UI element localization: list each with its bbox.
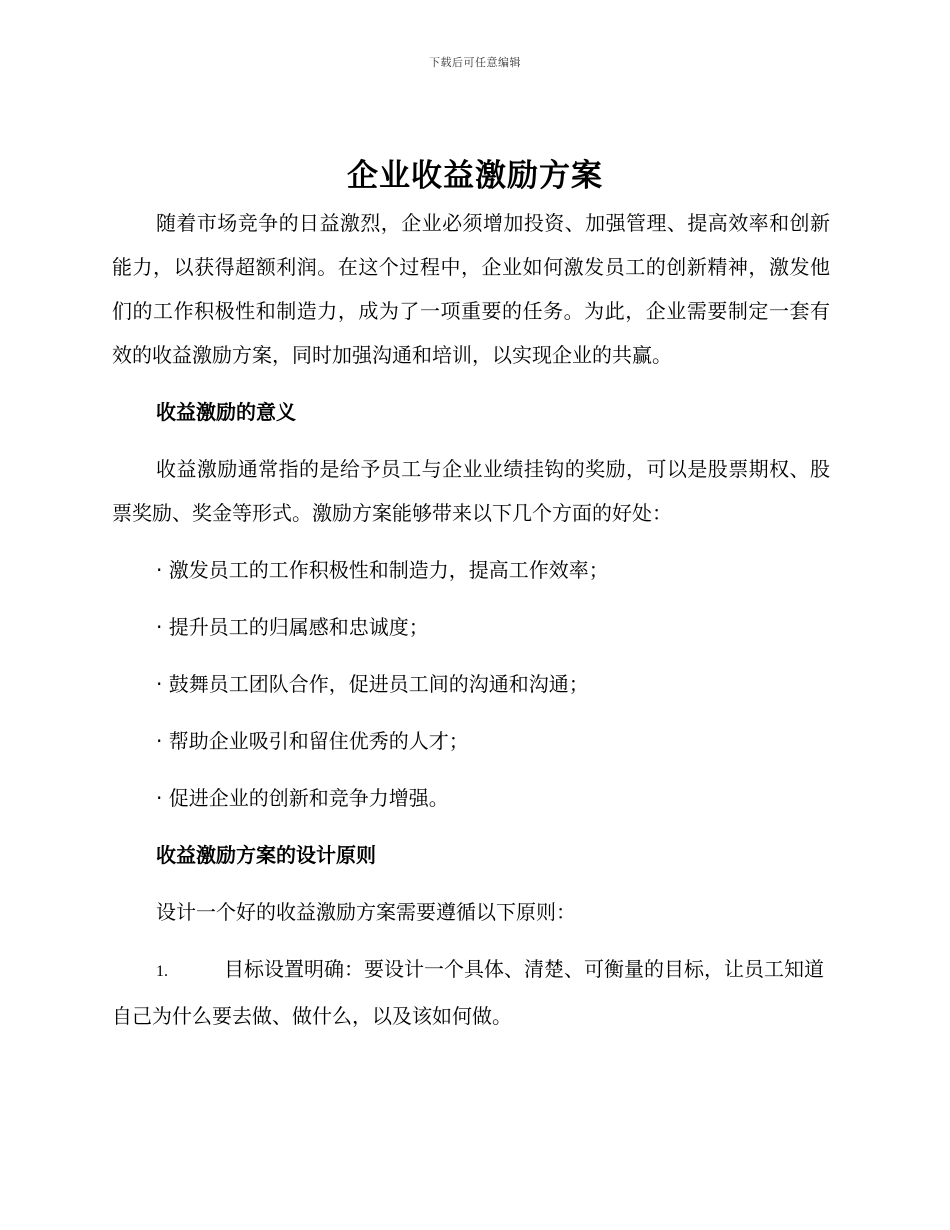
bullet-item: · 促进企业的创新和竞争力增强。 [156, 786, 449, 810]
bullet-item: · 激发员工的工作积极性和制造力，提高工作效率； [156, 558, 609, 582]
section-heading-significance: 收益激励的意义 [156, 400, 296, 424]
bullet-item: · 提升员工的归属感和忠诚度； [156, 615, 429, 639]
significance-paragraph: 收益激励通常指的是给予员工与企业业绩挂钩的奖励，可以是股票期权、股票奖励、奖金等形式。激励方案能够带来以下几个方面的好处： [112, 457, 830, 525]
intro-paragraph: 随着市场竞争的日益激烈，企业必须增加投资、加强管理、提高效率和创新能力，以获得超额利润。在这个过程中，企业如何激发员工的创新精神，激发他们的工作积极性和制造力，成为了一项重要的任务。为此，企业需要制定一套有效的收益激励方案，同时加强沟通和培训，以实现企业的共赢。 [112, 211, 830, 367]
section-heading-principles: 收益激励方案的设计原则 [156, 843, 376, 867]
item-text: 目标设置明确：要设计一个具体、清楚、可衡量的目标，让员工知道自己为什么要去做、做什么，以及该如何做。 [112, 957, 824, 1028]
numbered-item [112, 947, 830, 1038]
principles-paragraph: 设计一个好的收益激励方案需要遵循以下原则： [156, 900, 576, 924]
bullet-item: · 鼓舞员工团队合作，促进员工间的沟通和沟通； [156, 672, 589, 696]
item-number: 1. [156, 963, 168, 980]
document-body [112, 201, 830, 1051]
header-note: 下载后可任意编辑 [429, 56, 521, 69]
document-title: 企业收益激励方案 [347, 158, 603, 194]
bullet-item: · 帮助企业吸引和留住优秀的人才； [156, 729, 469, 753]
